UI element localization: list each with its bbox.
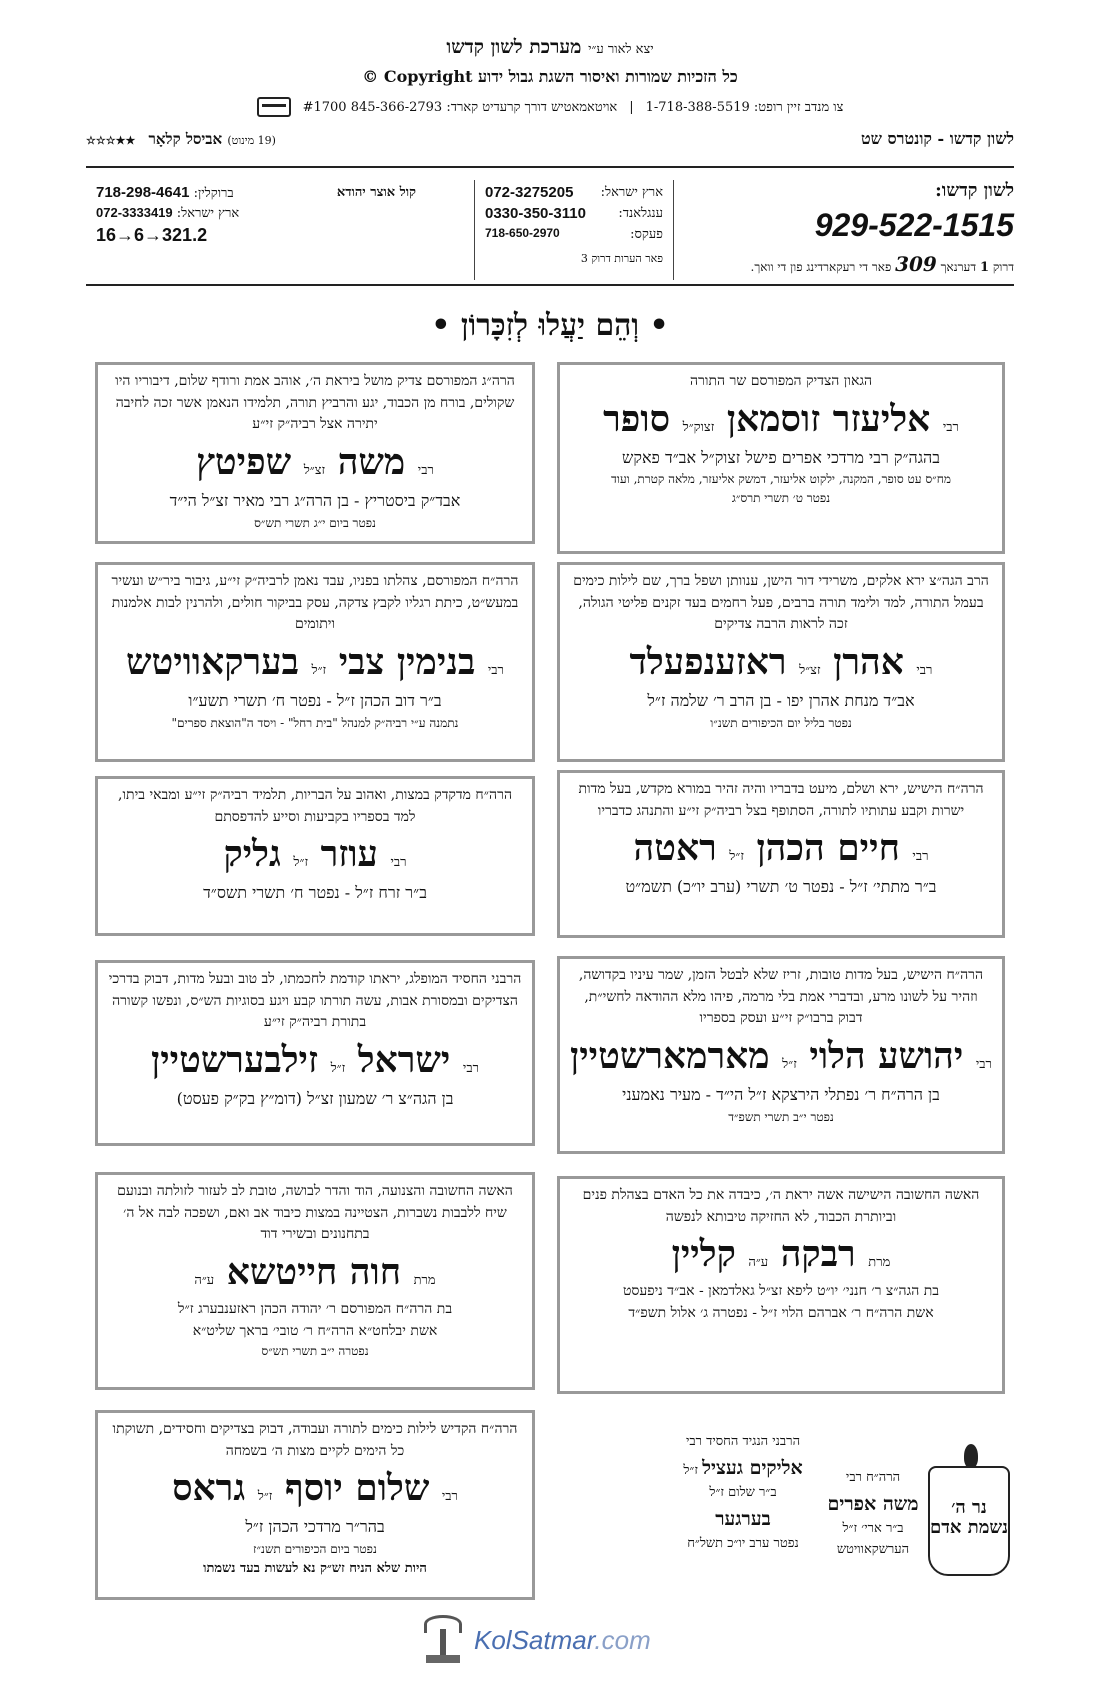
box-name (570, 1232, 992, 1277)
mini-intro: הרבני הנגיד החסיד רבי (685, 1434, 801, 1449)
last-name: בערקאוויטש (126, 641, 299, 684)
then-label: דערנאך (940, 260, 977, 274)
press-label: דרוק (992, 260, 1014, 274)
logo-domain: .com (594, 1624, 651, 1655)
donate-phone: צו מנדב זיין רופט: 1-718-388-5519 (645, 100, 844, 115)
logo-name: KolSatmar (474, 1624, 595, 1655)
easy-label: אביסל קלאָר (148, 129, 223, 148)
box-date: נפטר י״ב תשרי תשפ״ד (728, 1109, 834, 1124)
credit-card-line: אויטאמאטיש דורך קרעדיט קארד: 845-366-2793 #1700 (302, 100, 618, 115)
last-name: סופר (603, 397, 671, 440)
first-name: אהרן (833, 641, 904, 684)
box-lineage: ב״ר דוב הכהן ז״ל - נפטר ח׳ תשרי תשע״ו (188, 691, 442, 711)
title-prefix: מרת (868, 1255, 891, 1271)
memorial-box (95, 1410, 535, 1600)
england-label: ענגלאנד: (618, 206, 663, 221)
minutes: (19 מינוט) (227, 133, 276, 147)
route-code: 16→6→321.2 (96, 225, 208, 245)
mini-lastname: בערגער (715, 1507, 771, 1530)
box-intro: הרב הגה״צ ירא אלקים, משרידי דור הישן, ענוותן ושפל ברך, שם לילות כימים בעמל התורה, למד ולימד תורה ברבים, פעל רחמים בעד זקנים פליטי הגולה, זכה לראות הרבה צדיקים (573, 573, 989, 633)
first-name: ישראל (357, 1039, 451, 1082)
box-husband: אשת הרה״ח ר׳ אברהם הלוי ז״ל - נפטרה ג׳ אלול תשפ״ד (628, 1305, 934, 1322)
title-prefix: מרת (413, 1273, 436, 1289)
box-name (570, 1034, 992, 1079)
mini-memorial (818, 1468, 928, 1561)
title-prefix: רבי (916, 663, 933, 679)
honorific: זצ״ל (303, 463, 326, 479)
last-name: מארמארשטיין (570, 1035, 770, 1078)
mini-date: נפטר ערב יו״כ תשל״ח (687, 1536, 799, 1552)
box-name (108, 440, 522, 485)
honorific: ע״ה (194, 1273, 215, 1289)
fax-number[interactable]: 718-650-2970 (485, 226, 560, 240)
honorific: ז״ל (782, 1057, 797, 1073)
brooklyn-phone[interactable]: 718-298-4641 (96, 184, 190, 201)
box-intro: הגאון הצדיק המפורסם שר התורה (689, 373, 873, 389)
publisher-prefix: יצא לאור ע״י (588, 42, 654, 57)
box-name (108, 1250, 522, 1295)
mini-name: משה אפרים (827, 1492, 919, 1515)
donate-line (86, 97, 1014, 117)
page-header (86, 36, 1014, 149)
box-date: נפטר ט׳ תשרי תרס״ג (731, 491, 831, 506)
title-prefix: רבי (942, 419, 959, 435)
title-prefix: רבי (390, 855, 407, 871)
mini-lastname: הערשקאוויטש (836, 1541, 910, 1557)
box-date: נפטרה י״ב תשרי תש״ס (261, 1344, 369, 1359)
box-name (570, 826, 992, 871)
last-name: ראטה (633, 827, 717, 870)
box-lineage: ב״ר מתתי׳ ז״ל - נפטר ט׳ תשרי (ערב יו״כ) תשמ״ט (625, 877, 937, 897)
main-phone-block (684, 180, 1014, 280)
phone-info (86, 180, 1014, 280)
honorific: ז״ל (330, 1061, 346, 1077)
main-phone[interactable]: 929-522-1515 (814, 207, 1014, 243)
memorial-box (95, 776, 535, 936)
first-name: שלום יוסף (284, 1467, 430, 1510)
box-request: היות שלא הניח זש״ק נא לעשות בעד נשמתו (203, 1560, 427, 1576)
kol-otzar (86, 180, 426, 280)
box-date: נפטר ביום הכיפורים תשנ״ז (253, 1542, 377, 1557)
box-name (108, 1466, 522, 1511)
box-intro: האשה החשובה והצנועה, הוד והדר לבושה, טובת לב לעזור לזולתה ובנועם שיח ללבבות נשברות, הצטיינה במצות כיבוד אב ואם, ושפכה לבה אל ה׳ בתחנונים ובשירי דוד (117, 1183, 513, 1243)
israel2-phone[interactable]: 072-3333419 (96, 205, 173, 220)
first-name: אליעזר זוסמאן (726, 397, 931, 440)
box-name (108, 1038, 522, 1083)
first-name: בנימין צבי (338, 641, 476, 684)
divider (86, 284, 1014, 286)
last-name: קליין (671, 1233, 736, 1276)
box-works: מח״ס עט סופר, המקנה, ילקוט אליעזר, דמשק אליעזר, מלאה קטרת, ועוד (611, 472, 951, 487)
mini-honorific: ז״ל (683, 1462, 698, 1478)
mini-intro: הרה״ח רבי (845, 1470, 901, 1485)
box-intro: האשה החשובה הישישה אשה יראת ה׳, כיבדה את כל האדם בצהלת פנים וביותרת הכבוד, לא החזיקה טיבותא לנפשה (582, 1187, 980, 1225)
box-intro: הרה״ח המפורסם, צהלתו בפניו, עבד נאמן לרביה״ק זי״ע, גיבור ביר״ש ועשיר במעש״ט, כיתת רגליו לקבץ צדקה, עסק בביקור חולים, ולהרנין לבות אלמנות ויתומים (111, 573, 519, 633)
first-name: רבקה (780, 1233, 856, 1276)
box-intro: הרה״ח הישיש, בעל מדות טובות, זריז שלא לבטל הזמן, שמר עיניו בקדושה, וזהיר על לשונו מרע, ובדברי אמת בלי מרמה, פיהו מלא ההודאה לחשי״ת, דבוק ברבו״ק זי״ע ועסק בספריו (578, 967, 984, 1027)
memorial-box (557, 362, 1005, 554)
israel-label: ארץ ישראל: (600, 185, 663, 200)
honorific: זצוק״ל (682, 419, 715, 435)
notes-line: פאר הערות דרוק 3 (580, 252, 663, 265)
palm-tree-icon (420, 1615, 466, 1665)
title-prefix: רבי (441, 1489, 458, 1505)
mini-memorial (668, 1432, 818, 1555)
box-lineage: ב״ר זרח ז״ל - נפטר ח׳ תשרי תשס״ד (203, 883, 427, 903)
first-name: עוזר (320, 833, 378, 876)
box-intro: הרה״ח הישיש, ירא ושלם, מיעט בדבריו והיה זהיר במורא מקדש, בעל מדות ישרות וקבע עתותיו לתורה, הסתופף בצל רביה״ק זי״ע והתנהג כדבריו (578, 781, 984, 819)
memorial-box (95, 1172, 535, 1390)
fax-label: פעקס: (630, 227, 663, 242)
box-lineage: בת הרה״ח המפורסם ר׳ יהודה הכהן ראזענבערג ז״ל (177, 1301, 453, 1318)
first-name: חיים הכהן (756, 827, 900, 870)
booklet-title: לשון קדשו - קונטרס שט (860, 129, 1014, 148)
booklet-line (86, 129, 1014, 149)
box-intro: הרבני החסיד המופלג, יראתו קודמת לחכמתו, לב טוב ובעל מדות, דבוק בדרכי הצדיקים ובמסורת אבות, עשה תורתו קבע ויגע בסוגיות הש״ס, ונפשו קשורה בתורת רביה״ק זי״ע (108, 971, 522, 1031)
last-name: גליק (223, 833, 281, 876)
memorial-box (95, 562, 535, 762)
box-lineage: בהר״ר מרדכי הכהן ז״ל (245, 1517, 385, 1537)
israel-phone[interactable]: 072-3275205 (485, 184, 574, 201)
site-logo[interactable] (420, 1610, 700, 1670)
mini-name: אליקים געציל (702, 1456, 803, 1479)
memorial-box (557, 1176, 1005, 1394)
publisher-name: מערכת לשון קדשו (446, 36, 582, 58)
title-prefix: רבי (912, 849, 929, 865)
box-name (570, 640, 992, 685)
box-date: נפטר ביום י״ג תשרי תש״ס (254, 515, 376, 530)
box-name (108, 832, 522, 877)
memorial-box (557, 562, 1005, 762)
separator: | (629, 99, 634, 115)
mini-lineage: ב״ר ארי׳ ז״ל (842, 1521, 904, 1537)
phone-label: לשון קדשו: (935, 180, 1014, 201)
page-title: • וְהֵם יַעֲלוּ לְזִכָּרוֹן • (431, 308, 669, 343)
publisher-line (86, 36, 1014, 59)
israel2-label: ארץ ישראל: (176, 206, 240, 221)
box-lineage: אבד״ק ביסטריץ - בן הרה״ג רבי מאיר זצ״ל הי״ד (169, 491, 461, 511)
box-intro: הרה״ג המפורסם צדיק מושל ביראת ה׳, אוהב אמת ורודף שלום, דיבוריו היו שקולים, בורח מן הכבוד, יגע והרביץ תורה, תלמידו הנאמן אשר זכה לחיבה יתירה אצל רביה״ק זי״ע (115, 373, 515, 433)
honorific: ע״ה (748, 1255, 769, 1271)
press-number: 1 (979, 260, 989, 275)
memorial-box (557, 956, 1005, 1154)
kol-otzar-label: קול אוצר יהודא (336, 185, 416, 200)
small-memorials (560, 1432, 1008, 1592)
dial-instructions (684, 252, 1014, 276)
last-name: זילבערשטיין (151, 1039, 319, 1082)
honorific: ז״ל (729, 849, 744, 865)
code-number: 309 (895, 252, 937, 276)
title-prefix: רבי (487, 663, 504, 679)
logo-text (474, 1625, 651, 1656)
intl-phones (474, 180, 674, 280)
divider (86, 166, 1014, 168)
flame-icon (964, 1444, 978, 1468)
honorific: ז״ל (311, 663, 327, 679)
box-name (108, 640, 522, 685)
first-name: חוה חייטשא (226, 1251, 402, 1294)
candle-text: נר ה׳ נשמת אדם (930, 1497, 1008, 1538)
mini-lineage: ב״ר שלום ז״ל (709, 1485, 777, 1501)
honorific: ז״ל (293, 855, 309, 871)
memorial-candle-icon (928, 1466, 1010, 1576)
box-note: נתמנה ע״י רביה״ק למנהל "בית רחל" - ויסד ה"הוצאת ספרים" (171, 715, 459, 730)
brooklyn-label: ברוקלין: (193, 186, 234, 201)
memorial-box (95, 960, 535, 1146)
honorific: ז״ל (257, 1489, 273, 1505)
box-lineage: בת הגה״צ ר׳ חנני׳ יו״ט ליפא זצ״ל גאלדמאן - אב״ד ניפעסט (622, 1283, 940, 1300)
box-lineage: בן הרה״ח ר׳ נפתלי הירצקא ז״ל הי״ד - מעיר נאמעני (622, 1085, 940, 1105)
credit-card-icon (257, 97, 291, 117)
memorial-box (557, 770, 1005, 938)
box-intro: הרה״ח הקדיש לילות כימים לתורה ועבודה, דבוק בצדיקים וחסידים, תשוקתו כל הימים לקיים מצות ה׳ בשמחה (112, 1421, 518, 1459)
copyright-line: כל הזכיות שמורות ואיסור השגת גבול ידוע Copyright © (362, 67, 738, 86)
box-name (570, 397, 992, 442)
box-intro: הרה״ח מדקדק במצות, ואהוב על הבריות, תלמיד רביה״ק זי״ע ומבאי ביתו, למד בספריו בקביעות וסייע להדפסתם (118, 787, 512, 825)
box-lineage: אב״ד מנחת אהרן יפו - בן הרב ר׳ שלמה ז״ל (647, 691, 915, 711)
first-name: יהושע הלוי (809, 1035, 964, 1078)
rating-stars: ★★☆☆☆ (86, 133, 136, 147)
last-name: שפיטץ (196, 441, 292, 484)
box-date: נפטר בליל יום הכיפורים תשנ״ו (710, 715, 852, 730)
easy-level (86, 130, 276, 149)
last-name: ראזענפעלד (629, 641, 787, 684)
title-prefix: רבי (975, 1057, 992, 1073)
memorial-box (95, 362, 535, 544)
box-lineage: בהגה״ק רבי מרדכי אפרים פישל זצוק״ל אב״ד פאקש (622, 447, 940, 467)
box-lineage: בן הגה״צ ר׳ שמעון זצ״ל (דומ״ץ בק״ק פעסט) (176, 1089, 454, 1109)
recording-label: פאר די רעקארדינג פון די וואך. (750, 260, 892, 274)
first-name: משה (337, 441, 406, 484)
england-phone[interactable]: 0330-350-3110 (485, 205, 586, 222)
title-prefix: רבי (417, 463, 434, 479)
honorific: זצ״ל (799, 663, 821, 679)
last-name: גראס (172, 1467, 246, 1510)
box-husband: אשת יבלחט״א הרה״ח ר׳ טובי׳ בראך שליט״א (192, 1322, 438, 1339)
title-prefix: רבי (462, 1061, 479, 1077)
